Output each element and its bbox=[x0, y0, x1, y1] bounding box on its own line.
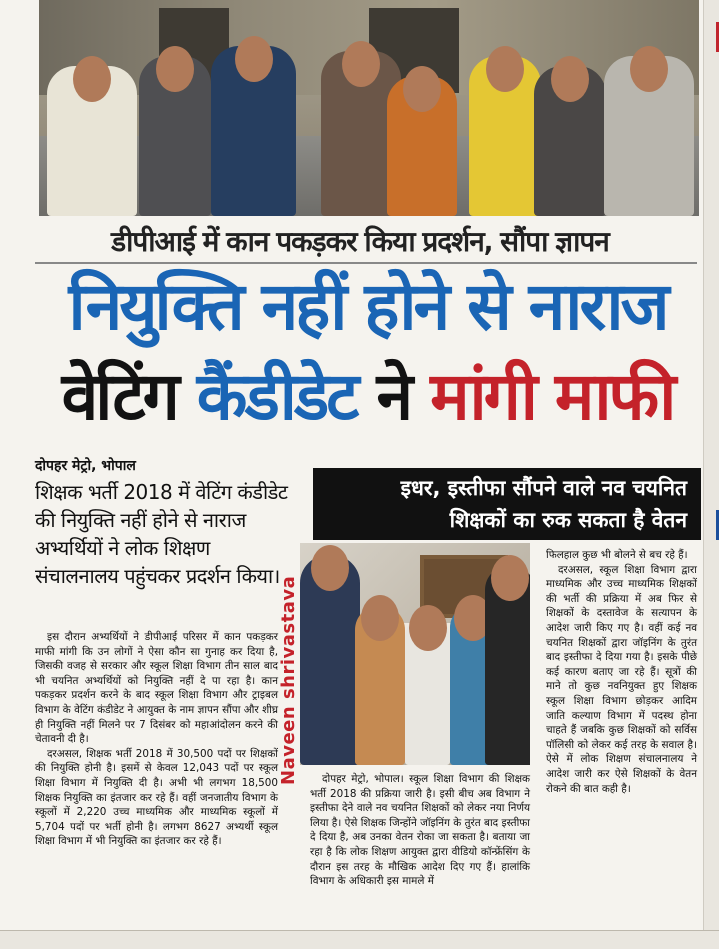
person bbox=[139, 56, 211, 216]
headline-word: कैंडीडेट bbox=[196, 358, 357, 435]
headline-line-1: नियुक्ति नहीं होने से नाराज bbox=[68, 268, 667, 345]
sidebar-body-col-a bbox=[310, 772, 530, 889]
dateline: दोपहर मेट्रो, भोपाल bbox=[35, 458, 136, 474]
paragraph: दोपहर मेट्रो, भोपाल। स्कूल शिक्षा विभाग की शिक्षक भर्ती 2018 की प्रक्रिया जारी है। इसी बीच अब विभाग ने इस्तीफा देने वाले नव चयनित शिक्षकों को लेकर नया निर्णय लिया है। ऐसे शिक्षक जिन्होंने जॉइनिंग के तुरंत बाद इस्तीफा दे दिया है, अब उनका वेतन रोका जा सकता है। बताया जा रहा है कि लोक शिक्षण आयुक्त द्वारा वीडियो कॉन्फ्रेंसिंग के दौरान इस तरह के मौखिक आदेश दिए गए हैं। हालांकि विभाग के अधिकारी इस मामले में bbox=[310, 773, 530, 888]
headline-word: ने bbox=[376, 358, 411, 435]
protest-photo bbox=[39, 0, 699, 216]
person bbox=[604, 56, 694, 216]
headline-line-2 bbox=[35, 352, 700, 442]
paragraph: इस दौरान अभ्यर्थियों ने डीपीआई परिसर में कान पकड़कर माफी मांगी कि उन लोगों ने ऐसा कौन सा गुनाह कर दिया है, जिसकी वजह से सरकार और स्कूल शिक्षा विभाग तीन साल बाद भी चयनित अभ्यर्थियों को नियुक्ति नहीं दे पा रहा है। कान पकड़कर प्रदर्शन करने के बाद स्कूल शिक्षा विभाग और ट्राइबल विभाग के वेटिंग कंडीडेट ने आयुक्त के नाम ज्ञापन सौंपा और शीघ्र ही नियुक्ति नहीं मिलने पर 7 दिसंबर को महाआंदोलन करने की चेतावनी दी है। bbox=[35, 631, 278, 746]
person bbox=[405, 615, 450, 765]
headline-word: वेटिंग bbox=[61, 358, 177, 435]
person bbox=[300, 555, 360, 765]
sidebar-body-col-b bbox=[546, 548, 697, 796]
person bbox=[47, 66, 137, 216]
sidebar-headline-box bbox=[313, 468, 701, 540]
person bbox=[355, 605, 405, 765]
sidebar-headline-line-2: शिक्षकों का रुक सकता है वेतन bbox=[449, 508, 687, 532]
person bbox=[387, 76, 457, 216]
photo-byline: Naveen shrivastava bbox=[278, 575, 299, 785]
kicker-headline: डीपीआई में कान पकड़कर किया प्रदर्शन, सौंपा ज्ञापन bbox=[111, 225, 609, 258]
paragraph: दरअसल, स्कूल शिक्षा विभाग द्वारा माध्यमिक और उच्च माध्यमिक शिक्षकों की भर्ती की प्रक्रिया में अब फिर से शिक्षकों के दस्तावेज के सत्यापन के आदेश जारी किए गए है। वहीं कई नव चयनित शिक्षकों द्वारा जॉइनिंग के तुरंत बाद इस्तीफा दे दिया गया है। इसके पीछे कई कारण बताए जा रहे हैं। सूत्रों की माने तो कुछ नवनियुक्त हुए शिक्षक स्कूल शिक्षा विभाग छोड़कर आदिम जाति कल्याण विभाग में पदस्थ होना चाहते हैं जबकि कुछ शिक्षकों को सर्विस पॉलिसी को लेकर कई तरह के सवाल है। ऐसे में लोक शिक्षण संचालनालय ने आदेश जारी कर ऐसे शिक्षकों के वेतन रोकने की बात कही है। bbox=[546, 563, 697, 795]
person bbox=[534, 66, 606, 216]
page-bottom-edge bbox=[0, 930, 719, 949]
headline-word: मांगी माफी bbox=[430, 358, 674, 435]
paragraph: फिलहाल कुछ भी बोलने से बच रहे हैं। bbox=[546, 549, 688, 561]
office-meeting-photo bbox=[300, 543, 530, 765]
person bbox=[485, 565, 530, 765]
person bbox=[469, 56, 541, 216]
paragraph: दरअसल, शिक्षक भर्ती 2018 में 30,500 पदों पर शिक्षकों की नियुक्ति होनी है। इसमें से केवल 12,043 पदों पर स्कूल शिक्षा विभाग में नियुक्ति दी है। अभी भी लगभग 18,500 शिक्षक नियुक्ति का इंतजार कर रहे हैं। वहीं जनजातीय विभाग के स्कूलों में 2,220 उच्च माध्यमिक और माध्यमिक स्कूलों में 5,704 पदों पर भर्ती होनी है। लगभग 8627 अभ्यर्थी स्कूल शिक्षा विभाग में भी नियुक्ति का इंतजार कर रहे हैं। bbox=[35, 747, 278, 848]
lead-paragraph: शिक्षक भर्ती 2018 में वेटिंग कंडीडेट की नियुक्ति नहीं होने से नाराज अभ्यर्थियों ने लोक शिक्षण संचालनालय पहुंचकर प्रदर्शन किया। bbox=[35, 480, 288, 588]
article-body bbox=[35, 630, 278, 849]
person bbox=[211, 46, 296, 216]
adjacent-page-edge bbox=[703, 0, 719, 948]
sidebar-headline-line-1: इधर, इस्तीफा सौंपने वाले नव चयनित bbox=[400, 476, 687, 500]
